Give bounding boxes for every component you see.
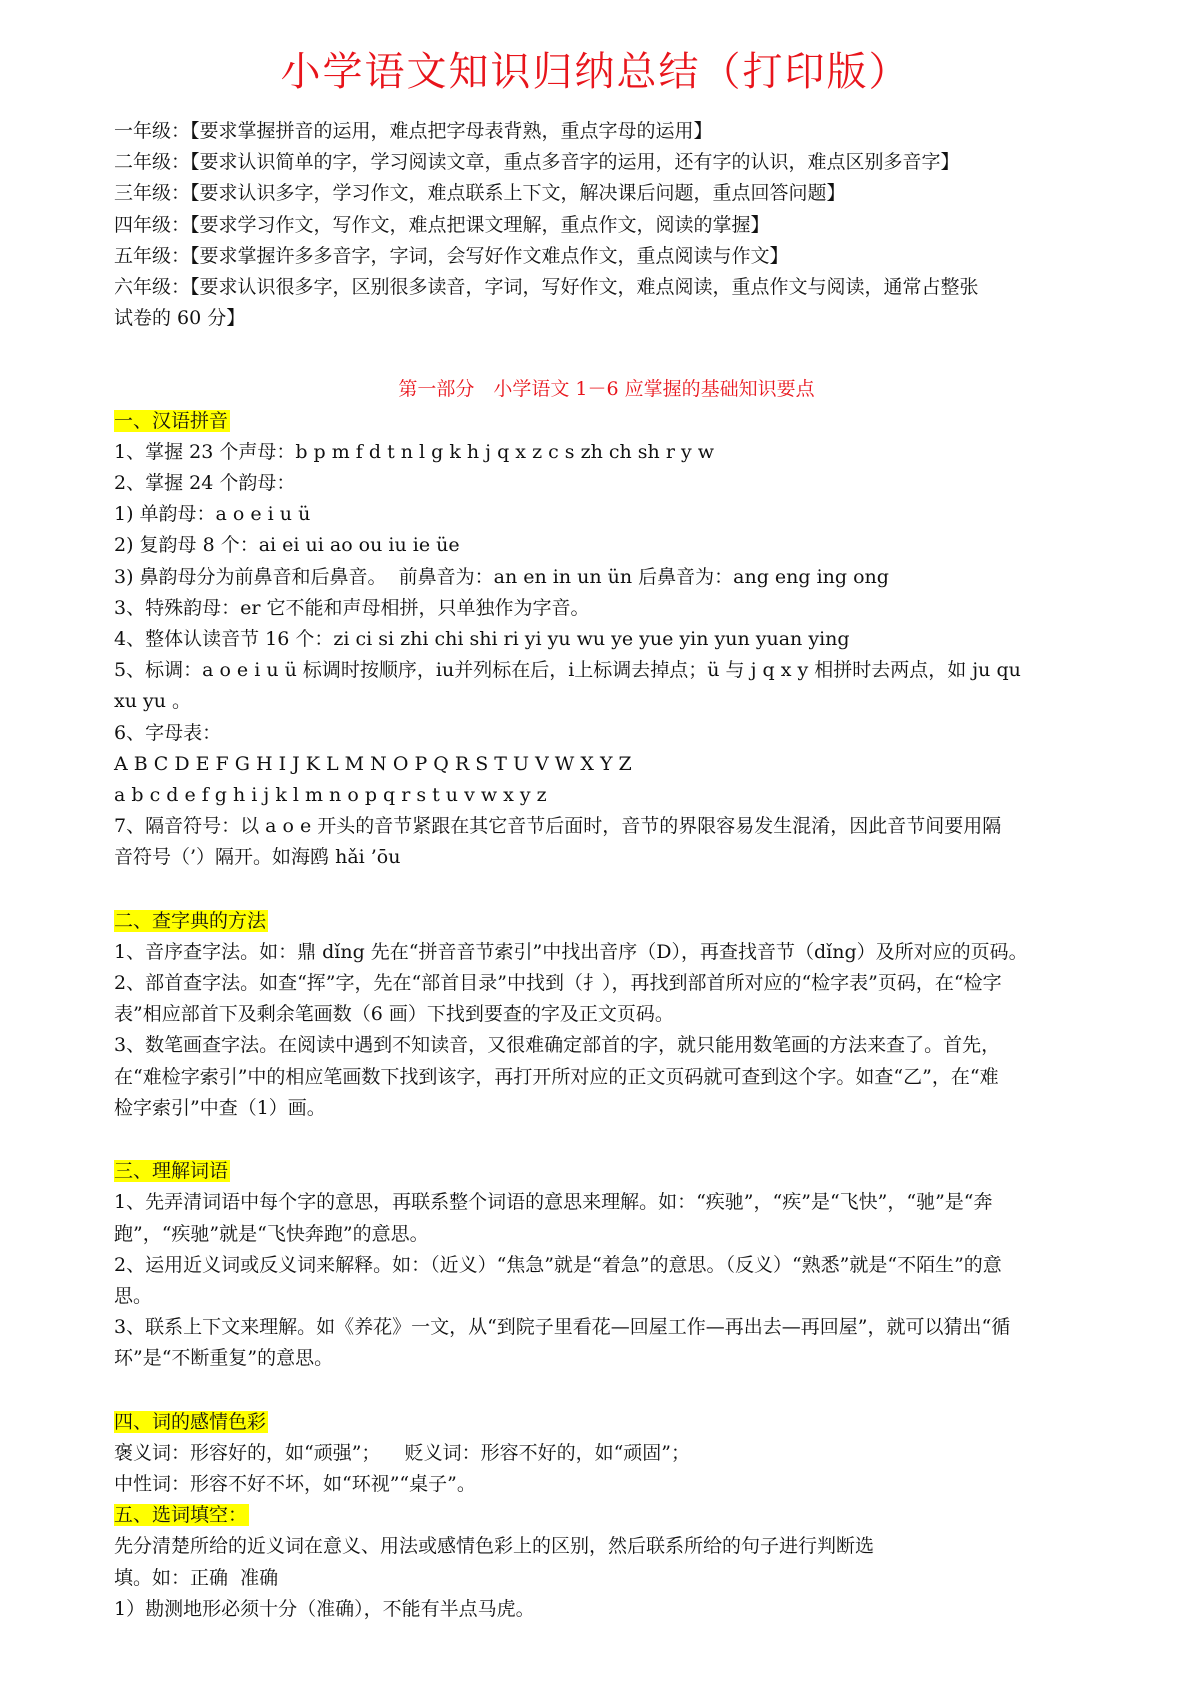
grade-line: 五年级：【要求掌握许多多音字，字词，会写好作文难点作文，重点阅读与作文】 xyxy=(114,244,789,267)
text-line: 填。如：正确 准确 xyxy=(114,1566,279,1589)
text-line: 跑”，“疾驰”就是“飞快奔跑”的意思。 xyxy=(114,1222,429,1245)
text-line: 在“难检字索引”中的相应笔画数下找到该字，再打开所对应的正文页码就可查到这个字。如查“乙”，在“难 xyxy=(114,1065,999,1088)
text-line: 3、特殊韵母：er 它不能和声母相拼，只单独作为字音。 xyxy=(114,596,590,619)
section-heading-emotion: 四、词的感情色彩 xyxy=(114,1410,267,1433)
text-line: 3、数笔画查字法。在阅读中遇到不知读音，又很难确定部首的字，就只能用数笔画的方法来查了。首先， xyxy=(114,1034,1001,1057)
section-heading-dictionary: 二、查字典的方法 xyxy=(114,909,267,932)
document-title: 小学语文知识归纳总结（打印版） xyxy=(280,49,911,95)
text-line: 1、先弄清词语中每个字的意思，再联系整个词语的意思来理解。如：“疾驰”，“疾”是“飞快”，“驰”是“奔 xyxy=(114,1191,993,1214)
text-line: 3、联系上下文来理解。如《养花》一文，从“到院子里看花—回屋工作—再出去—再回屋”，就可以猜出“循 xyxy=(114,1316,1011,1339)
text-line: 1) 单韵母：a o e i u ü xyxy=(114,503,311,526)
text-line: 2) 复韵母 8 个：ai ei ui ao ou iu ie üe xyxy=(114,534,460,557)
grade-line: 一年级：【要求掌握拼音的运用，难点把字母表背熟，重点字母的运用】 xyxy=(114,120,713,142)
grade-line: 六年级：【要求认识很多字，区别很多读音，字词，写好作文，难点阅读，重点作文与阅读，通常占整张 xyxy=(114,276,979,299)
text-line: 2、掌握 24 个韵母： xyxy=(114,472,296,495)
section-heading-pinyin: 一、汉语拼音 xyxy=(114,409,229,432)
grade-line: 二年级：【要求认识简单的字，学习阅读文章，重点多音字的运用，还有字的认识，难点区别多音字】 xyxy=(114,151,960,174)
text-line: 6、字母表： xyxy=(114,721,222,744)
text-line: 环”是“不断重复”的意思。 xyxy=(114,1347,334,1370)
section-heading-fill: 五、选词填空： xyxy=(114,1504,248,1527)
text-line: 1、音序查字法。如：鼎 dǐng 先在“拼音音节索引”中找出音序（D），再查找音节（dǐng）及所对应的页码。 xyxy=(114,940,1028,963)
text-line: 5、标调：a o e i u ü 标调时按顺序，iu并列标在后，i上标调去掉点；ü 与 j q x y 相拼时去两点，如 ju qu xyxy=(114,659,1021,682)
text-line: 1）勘测地形必须十分（准确），不能有半点马虎。 xyxy=(114,1597,535,1620)
text-line: 2、部首查字法。如查“挥”字，先在“部首目录”中找到（扌），再找到部首所对应的“检字表”页码，在“检字 xyxy=(114,972,1002,995)
grade-line: 四年级：【要求学习作文，写作文，难点把课文理解，重点作文，阅读的掌握】 xyxy=(114,213,770,236)
alphabet-lower: a b c d e f g h i j k l m n o p q r s t u v w x y z xyxy=(114,784,547,807)
text-line: 7、隔音符号：以 a o e 开头的音节紧跟在其它音节后面时，音节的界限容易发生混淆，因此音节间要用隔 xyxy=(114,815,1002,838)
text-line: 表”相应部首下及剩余笔画数（6 画）下找到要查的字及正文页码。 xyxy=(114,1003,674,1026)
text-line: 先分清楚所给的近义词在意义、用法或感情色彩上的区别，然后联系所给的句子进行判断选 xyxy=(114,1535,875,1558)
text-line: 检字索引”中查（1）画。 xyxy=(114,1096,326,1119)
text-line: 音符号（’）隔开。如海鸥 hǎi ’ōu xyxy=(114,846,401,869)
part-title: 第一部分 小学语文 1－6 应掌握的基础知识要点 xyxy=(398,378,815,401)
grade-line: 试卷的 60 分】 xyxy=(114,307,246,330)
alphabet-upper: A B C D E F G H I J K L M N O P Q R S T U V W X Y Z xyxy=(114,752,632,775)
document-body xyxy=(114,116,1099,1625)
text-line: 褒义词：形容好的，如“顽强”； 贬义词：形容不好的，如“顽固”； xyxy=(114,1441,691,1464)
text-line: 思。 xyxy=(114,1284,153,1307)
section-heading-words: 三、理解词语 xyxy=(114,1160,229,1183)
text-line: 中性词：形容不好不坏，如“环视”“桌子”。 xyxy=(114,1472,476,1495)
grade-line: 三年级：【要求认识多字，学习作文，难点联系上下文，解决课后问题，重点回答问题】 xyxy=(114,182,846,205)
text-line: 3) 鼻韵母分为前鼻音和后鼻音。 前鼻音为：an en in un ün 后鼻音为：ang eng ing ong xyxy=(114,565,889,588)
text-line: 4、整体认读音节 16 个：zi ci si zhi chi shi ri yi yu wu ye yue yin yun yuan ying xyxy=(114,628,850,651)
text-line: 2、运用近义词或反义词来解释。如：（近义）“焦急”就是“着急”的意思。（反义）“熟悉”就是“不陌生”的意 xyxy=(114,1253,1002,1276)
text-line: xu yu 。 xyxy=(114,690,192,713)
text-line: 1、掌握 23 个声母：b p m f d t n l g k h j q x z c s zh ch sh r y w xyxy=(114,440,714,463)
